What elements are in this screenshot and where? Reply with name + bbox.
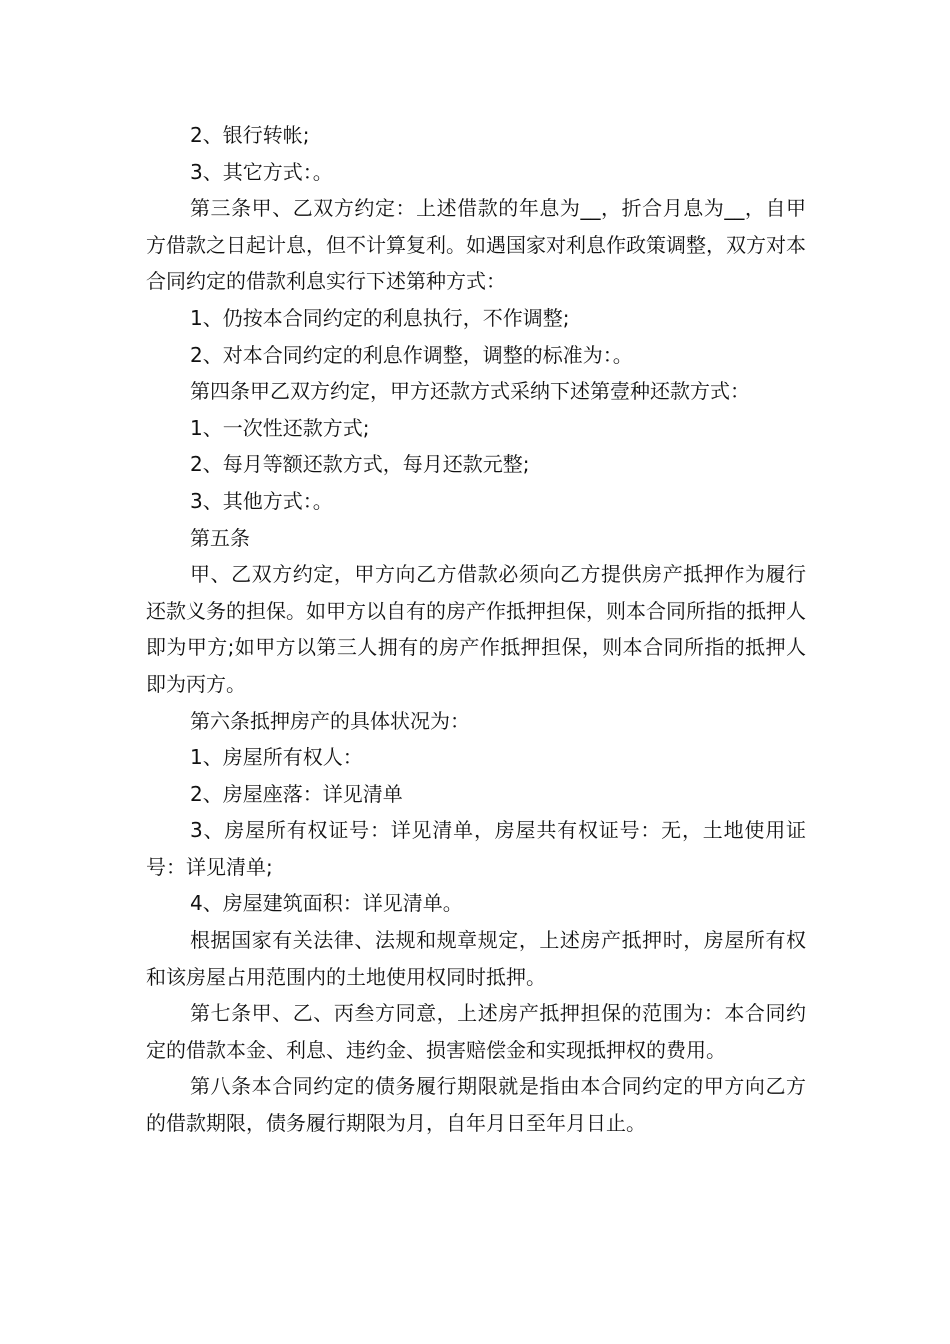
list-item-interest-adjusted: 2、对本合同约定的利息作调整，调整的标准为：。 <box>190 342 633 367</box>
legal-basis-paragraph: 根据国家有关法律、法规和规章规定，上述房产抵押时，房屋所有权和该房屋占用范围内的土地使用权同时抵押。 <box>146 928 806 989</box>
list-item-interest-unchanged: 1、仍按本合同约定的利息执行，不作调整; <box>190 305 570 330</box>
article-7-paragraph: 第七条甲、乙、丙叁方同意，上述房产抵押担保的范围为：本合同约定的借款本金、利息、违约金、损害赔偿金和实现抵押权的费用。 <box>146 1001 806 1062</box>
article-8-paragraph: 第八条本合同约定的债务履行期限就是指由本合同约定的甲方向乙方的借款期限，债务履行期限为月，自年月日至年月日止。 <box>146 1074 806 1136</box>
article-6-paragraph: 第六条抵押房产的具体状况为： <box>190 708 470 733</box>
list-item-lump-sum: 1、一次性还款方式; <box>190 415 370 440</box>
list-item-location: 2、房屋座落：详见清单 <box>190 781 403 806</box>
document-body <box>146 117 806 1142</box>
list-item-bank-transfer: 2、银行转帐; <box>190 123 310 147</box>
list-item-owner: 1、房屋所有权人： <box>190 745 363 770</box>
article-5-paragraph: 甲、乙双方约定，甲方向乙方借款必须向乙方提供房产抵押作为履行还款义务的担保。如甲方以自有的房产作抵押担保，则本合同所指的抵押人即为甲方;如甲方以第三人拥有的房产作抵押担保，则本合同所指的抵押人即为丙方。 <box>146 562 806 696</box>
list-item-monthly-installment: 2、每月等额还款方式，每月还款元整; <box>190 452 530 477</box>
article-4-paragraph: 第四条甲乙双方约定，甲方还款方式采纳下述第壹种还款方式： <box>190 379 750 404</box>
article-5-heading: 第五条 <box>190 525 250 550</box>
list-item-other-method: 3、其它方式：。 <box>190 159 333 184</box>
list-item-other-repayment: 3、其他方式：。 <box>190 488 333 513</box>
list-item-area: 4、房屋建筑面积：详见清单。 <box>190 891 463 916</box>
list-item-certificate: 3、房屋所有权证号：详见清单，房屋共有权证号：无，土地使用证号：详见清单; <box>146 818 806 879</box>
article-3-paragraph: 第三条甲、乙双方约定：上述借款的年息为__，折合月息为__，自甲方借款之日起计息，但不计算复利。如遇国家对利息作政策调整，双方对本合同约定的借款利息实行下述第种方式： <box>146 196 806 294</box>
